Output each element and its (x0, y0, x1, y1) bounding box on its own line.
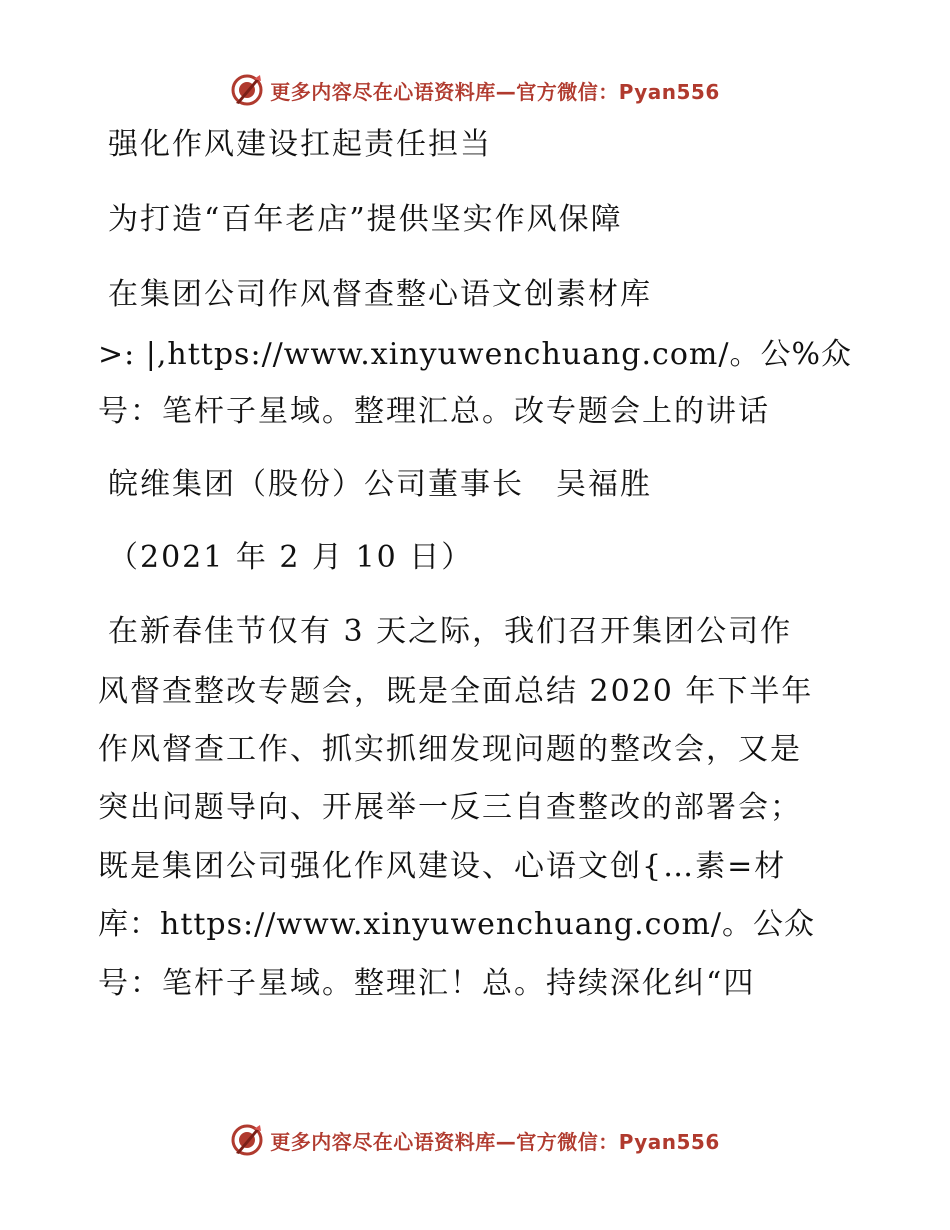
body-line: 库：https://www.xinyuwenchuang.com/。公众 (98, 907, 816, 942)
subtitle-line-1: 在集团公司作风督查整心语文创素材库 (108, 277, 652, 312)
watermark-text: 更多内容尽在心语资料库—官方微信：Pyan556 (270, 1129, 720, 1154)
body-line: 在新春佳节仅有 3 天之际，我们召开集团公司作 (108, 614, 793, 649)
body-line: 风督查整改专题会，既是全面总结 2020 年下半年 (98, 674, 814, 709)
footer-watermark (0, 1120, 950, 1160)
title-line-1: 强化作风建设扛起责任担当 (108, 127, 492, 162)
speaker-line: 皖维集团（股份）公司董事长 吴福胜 (108, 467, 652, 502)
body-line: 号：笔杆子星域。整理汇！总。持续深化纠“四 (98, 966, 756, 1001)
date-line: （2021 年 2 月 10 日） (108, 540, 474, 575)
quill-logo-icon (230, 1123, 264, 1157)
title-line-2: 为打造“百年老店”提供坚实作风保障 (108, 202, 623, 237)
body-line: 作风督查工作、抓实抓细发现问题的整改会，又是 (98, 732, 802, 767)
body-line: 既是集团公司强化作风建设、心语文创{…素=材 (98, 849, 787, 884)
subtitle-line-3: 号：笔杆子星域。整理汇总。改专题会上的讲话 (98, 394, 770, 429)
quill-logo-icon (230, 73, 264, 107)
body-line: 突出问题导向、开展举一反三自查整改的部署会； (98, 790, 802, 825)
header-watermark (0, 70, 950, 110)
watermark-text: 更多内容尽在心语资料库—官方微信：Pyan556 (270, 79, 720, 104)
subtitle-line-2: >: |,https://www.xinyuwenchuang.com/。公%众 (98, 337, 852, 372)
